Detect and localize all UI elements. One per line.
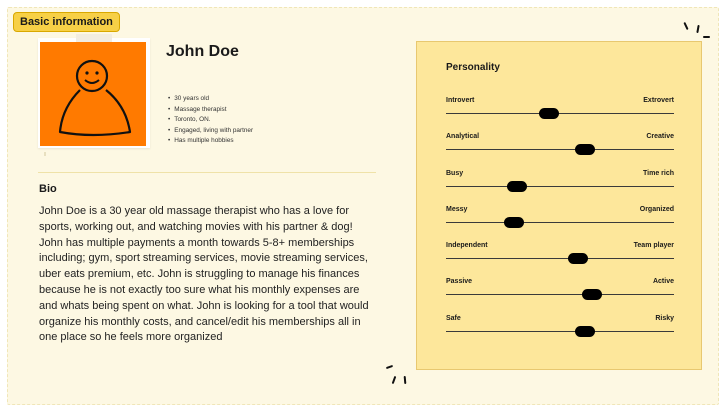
slider-knob[interactable] bbox=[507, 181, 527, 192]
trait-busy-timerich bbox=[446, 170, 674, 192]
slider-track bbox=[446, 294, 674, 295]
trait-right-label: Risky bbox=[655, 315, 674, 322]
trait-safe-risky bbox=[446, 315, 674, 337]
avatar-card bbox=[38, 38, 150, 148]
trait-analytical-creative bbox=[446, 133, 674, 155]
person-doodle-icon bbox=[40, 42, 146, 146]
trait-left-label: Passive bbox=[446, 278, 473, 285]
slider-knob[interactable] bbox=[504, 217, 524, 228]
fact-item: • Has multiple hobbies bbox=[168, 136, 253, 147]
trait-messy-organized bbox=[446, 206, 674, 228]
fact-item: • Engaged, living with partner bbox=[168, 126, 253, 137]
trait-right-label: Extrovert bbox=[643, 97, 674, 104]
slider-knob[interactable] bbox=[539, 108, 559, 119]
slider-track bbox=[446, 222, 674, 223]
trait-left-label: Messy bbox=[446, 206, 468, 213]
fact-item: • 30 years old bbox=[168, 94, 253, 105]
section-badge: Basic information bbox=[13, 12, 120, 32]
trait-left-label: Analytical bbox=[446, 133, 480, 140]
trait-left-label: Independent bbox=[446, 242, 488, 249]
trait-left-label: Busy bbox=[446, 170, 464, 177]
trait-right-label: Active bbox=[652, 278, 674, 285]
trait-independent-teamplayer bbox=[446, 242, 674, 264]
fact-item: • Toronto, ON. bbox=[168, 115, 253, 126]
trait-right-label: Organized bbox=[639, 206, 674, 213]
slider-track bbox=[446, 113, 674, 114]
slider-knob[interactable] bbox=[575, 326, 595, 337]
section-divider bbox=[38, 172, 376, 173]
doodle-tick-icon bbox=[703, 36, 710, 38]
slider-track bbox=[446, 149, 674, 150]
slider-knob[interactable] bbox=[568, 253, 588, 264]
slider-knob[interactable] bbox=[582, 289, 602, 300]
facts-list bbox=[168, 94, 253, 147]
fact-item: • Massage therapist bbox=[168, 105, 253, 116]
divider-mark bbox=[44, 152, 46, 156]
personality-title: Personality bbox=[446, 62, 500, 73]
slider-track bbox=[446, 186, 674, 187]
trait-right-label: Team player bbox=[633, 242, 674, 249]
trait-left-label: Introvert bbox=[446, 97, 475, 104]
bio-title: Bio bbox=[39, 183, 57, 195]
bio-text: John Doe is a 30 year old massage therapist who has a love for sports, working out, and watching movies with his partner & dog! John has multiple payments a month towards 5-8+ memberships including; gym, sport streaming services, movie streaming services, uber eats premium, etc. John is struggling to manage his finances because he is not exactly too sure what his monthly expenses are and whats being spent on what. John is looking for a tool that would organize his monthly costs, and cancel/edit his memberships all in one place so he feels more organized bbox=[39, 205, 369, 344]
slider-track bbox=[446, 331, 674, 332]
trait-passive-active bbox=[446, 278, 674, 300]
trait-introvert-extrovert bbox=[446, 97, 674, 119]
slider-track bbox=[446, 258, 674, 259]
slider-knob[interactable] bbox=[575, 144, 595, 155]
trait-left-label: Safe bbox=[446, 315, 461, 322]
trait-right-label: Time rich bbox=[643, 170, 674, 177]
avatar bbox=[40, 42, 146, 146]
persona-name: John Doe bbox=[166, 43, 239, 60]
personality-card bbox=[416, 41, 702, 370]
trait-right-label: Creative bbox=[646, 133, 674, 140]
